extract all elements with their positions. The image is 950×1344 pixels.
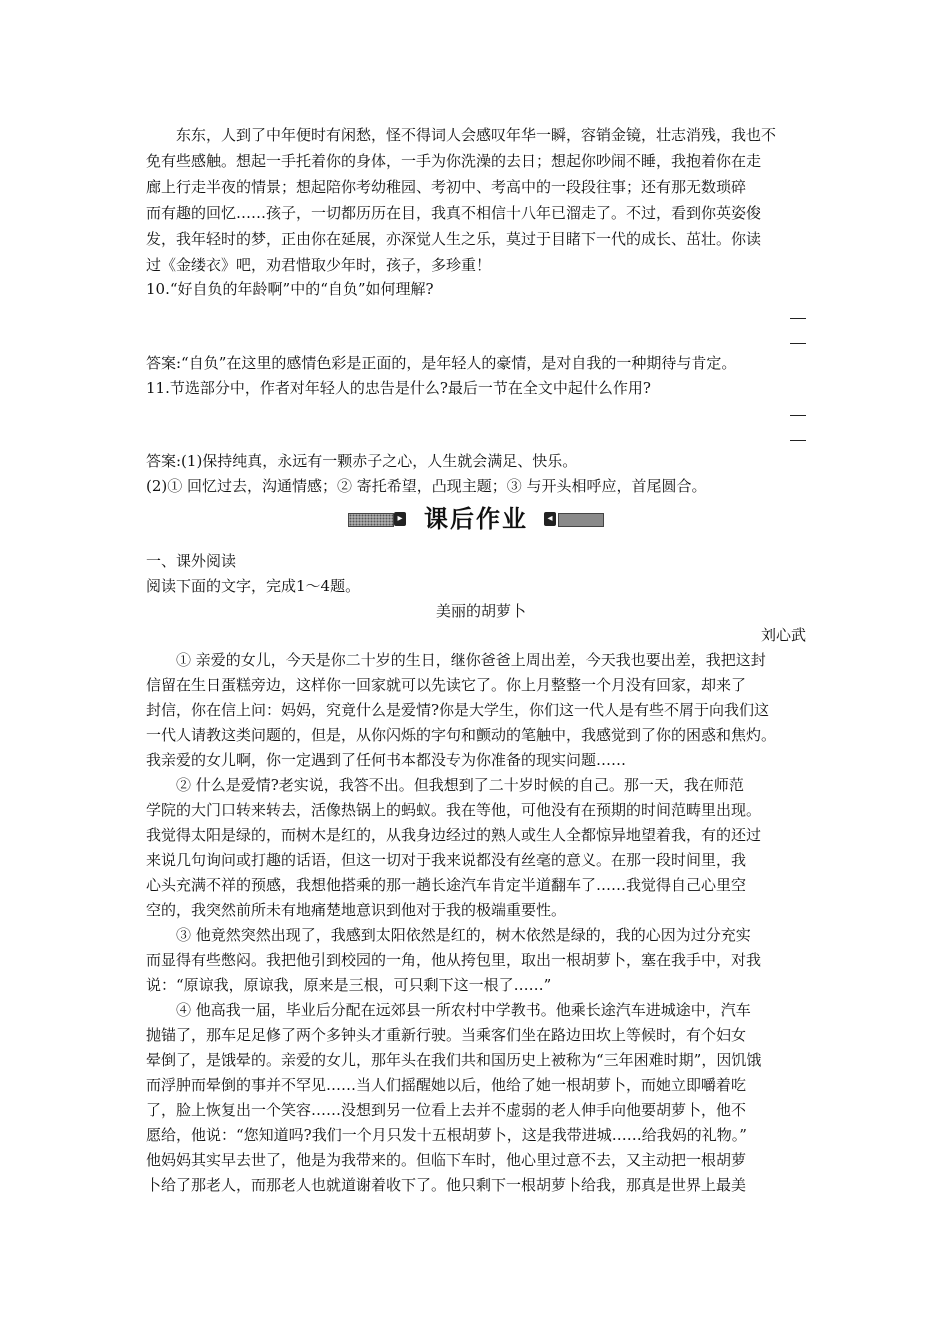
question-11: 11.节选部分中，作者对年轻人的忠告是什么?最后一节在全文中起什么作用? (146, 379, 651, 397)
arrow-left-icon: ◂ (544, 512, 556, 526)
article-line: 来说几句询问或打趣的话语，但这一切对于我来说都没有丝毫的意义。在那一段时间里，我 (146, 851, 747, 869)
passage-line: 免有些感触。想起一手托着你的身体，一手为你洗澡的去日；想起你吵闹不睡，我抱着你在走 (146, 152, 762, 170)
section-heading: 一、课外阅读 (146, 552, 237, 570)
article-line: 空的，我突然前所未有地痛楚地意识到他对于我的极端重要性。 (146, 901, 567, 919)
article-line: 他妈妈其实早去世了，他是为我带来的。但临下车时，他心里过意不去，又主动把一根胡萝 (146, 1151, 747, 1169)
question-10: 10.“好自负的年龄啊”中的“自负”如何理解? (146, 280, 434, 298)
section-instruction: 阅读下面的文字，完成1～4题。 (146, 577, 361, 595)
passage-line: 廊上行走半夜的情景；想起陪你考幼稚园、考初中、考高中的一段段往事；还有那无数琐碎 (146, 178, 747, 196)
banner-bar (558, 513, 604, 527)
article-line: ② 什么是爱情?老实说，我答不出。但我想到了二十岁时候的自己。那一天，我在师范 (176, 776, 744, 794)
article-line: ④ 他高我一届，毕业后分配在远郊县一所农村中学教书。他乘长途汽车进城途中，汽车 (176, 1001, 751, 1019)
article-author: 刘心武 (760, 626, 806, 644)
article-line: 晕倒了，是饿晕的。亲爱的女儿，那年头在我们共和国历史上被称为“三年困难时期”，因饥饿 (146, 1051, 762, 1069)
article-line: 信留在生日蛋糕旁边，这样你一回家就可以先读它了。你上月整整一个月没有回家，却来了 (146, 676, 747, 694)
arrow-right-icon: ▸ (394, 512, 406, 526)
article-line: 了，脸上恢复出一个笑容……没想到另一位看上去并不虚弱的老人伸手向他要胡萝卜，他不 (146, 1101, 747, 1119)
homework-banner (348, 503, 604, 535)
banner-dot-pattern (348, 513, 394, 527)
article-line: 一代人请教这类问题的，但是，从你闪烁的字句和颤动的笔触中，我感觉到了你的困惑和焦灼。 (146, 726, 777, 744)
article-line: ① 亲爱的女儿，今天是你二十岁的生日，继你爸爸上周出差，今天我也要出差，我把这封 (176, 651, 766, 669)
article-line: 说：“原谅我，原谅我，原来是三根，可只剩下这一根了……” (146, 976, 552, 994)
article-line: 抛锚了，那车足足修了两个多钟头才重新行驶。当乘客们坐在路边田坎上等候时，有个妇女 (146, 1026, 747, 1044)
answer-blank-line (790, 318, 806, 319)
passage-line: 而有趣的回忆……孩子，一切都历历在目，我真不相信十八年已溜走了。不过，看到你英姿俊 (146, 204, 762, 222)
passage-line: 过《金缕衣》吧，劝君惜取少年时，孩子，多珍重！ (146, 256, 492, 274)
answer-blank-line (790, 440, 806, 441)
answer-11-part-1: 答案:(1)保持纯真，永远有一颗赤子之心，人生就会满足、快乐。 (146, 452, 578, 470)
banner-title: 课后作业 (424, 505, 528, 533)
passage-line: 发，我年轻时的梦，正由你在延展，亦深觉人生之乐，莫过于目睹下一代的成长、茁壮。你读 (146, 230, 762, 248)
article-line: ③ 他竟然突然出现了，我感到太阳依然是红的，树木依然是绿的，我的心因为过分充实 (176, 926, 751, 944)
article-line: 而显得有些憋闷。我把他引到校园的一角，他从挎包里，取出一根胡萝卜，塞在我手中，对我 (146, 951, 762, 969)
article-line: 心头充满不祥的预感，我想他搭乘的那一趟长途汽车肯定半道翻车了……我觉得自己心里空 (146, 876, 747, 894)
answer-10: 答案:“自负”在这里的感情色彩是正面的，是年轻人的豪情，是对自我的一种期待与肯定。 (146, 354, 737, 372)
article-title: 美丽的胡萝卜 (435, 602, 526, 620)
article-line: 卜给了那老人，而那老人也就道谢着收下了。他只剩下一根胡萝卜给我，那真是世界上最美 (146, 1176, 747, 1194)
article-line: 我亲爱的女儿啊，你一定遇到了任何书本都没专为你准备的现实问题…… (146, 751, 627, 769)
passage-line: 东东，人到了中年便时有闲愁，怪不得词人会感叹年华一瞬，容销金镜，壮志消残，我也不 (176, 126, 777, 144)
article-line: 封信，你在信上问：妈妈，究竟什么是爱情?你是大学生，你们这一代人是有些不屑于向我们这 (146, 701, 770, 719)
article-line: 我觉得太阳是绿的，而树木是红的，从我身边经过的熟人或生人全都惊异地望着我，有的还过 (146, 826, 762, 844)
answer-blank-line (790, 343, 806, 344)
answer-11-part-2: (2)① 回忆过去，沟通情感；② 寄托希望，凸现主题；③ 与开头相呼应，首尾圆合。 (146, 477, 707, 495)
answer-blank-line (790, 415, 806, 416)
article-line: 愿给，他说：“您知道吗?我们一个月只发十五根胡萝卜，这是我带进城……给我妈的礼物。” (146, 1126, 747, 1144)
article-line: 而浮肿而晕倒的事并不罕见……当人们摇醒她以后，他给了她一根胡萝卜，而她立即嚼着吃 (146, 1076, 747, 1094)
article-line: 学院的大门口转来转去，活像热锅上的蚂蚁。我在等他，可他没有在预期的时间范畴里出现。 (146, 801, 762, 819)
